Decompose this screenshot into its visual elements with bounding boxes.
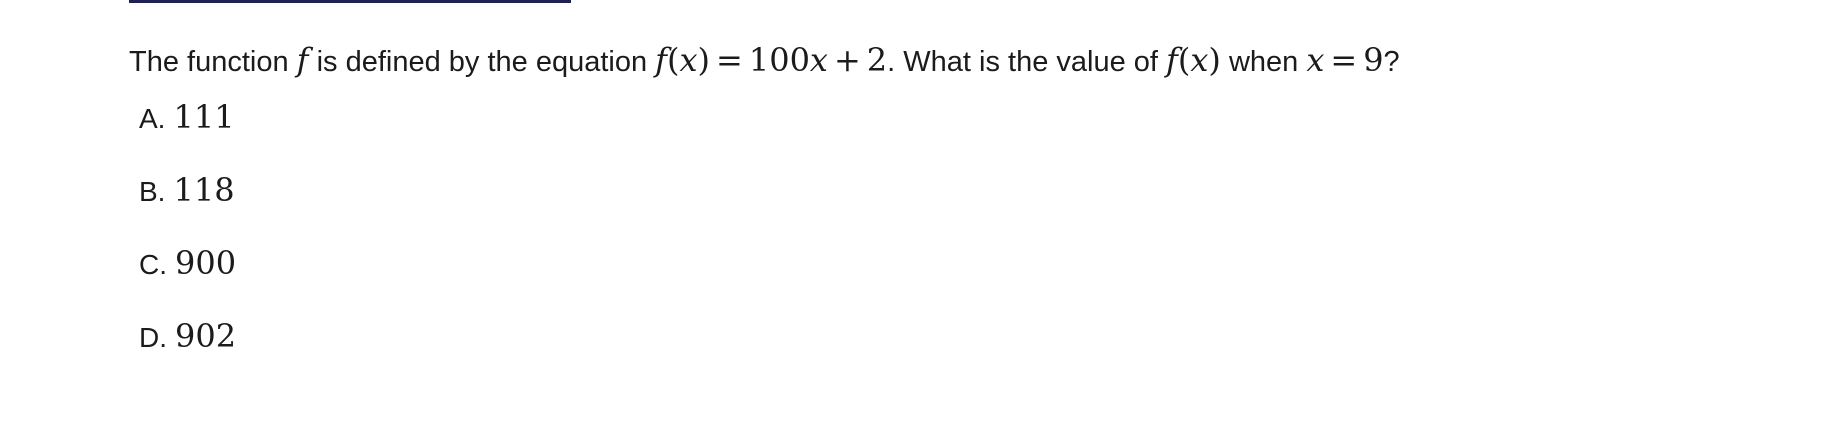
- question-ask: What is the value of: [903, 46, 1158, 78]
- question-mark: ?: [1383, 46, 1400, 78]
- ask-expression: f(x): [1166, 41, 1221, 79]
- answer-choices: [139, 98, 236, 390]
- choice-value: 902: [175, 317, 237, 355]
- choice-b[interactable]: [139, 171, 236, 244]
- equation-period: .: [887, 46, 896, 78]
- choice-d[interactable]: [139, 317, 236, 390]
- top-rule: [129, 0, 571, 3]
- choice-letter: B.: [139, 176, 166, 207]
- question-mid: is defined by the equation: [316, 46, 648, 78]
- question-when: when: [1228, 46, 1299, 78]
- choice-letter: C.: [139, 249, 167, 280]
- function-symbol: f: [296, 41, 309, 79]
- question-stem: [129, 36, 1400, 86]
- choice-value: 111: [173, 98, 235, 136]
- choice-value: 900: [175, 244, 237, 282]
- choice-letter: D.: [139, 322, 167, 353]
- choice-a[interactable]: [139, 98, 236, 171]
- choice-c[interactable]: [139, 244, 236, 317]
- condition: x = 9: [1306, 41, 1384, 79]
- question-intro: The function: [129, 46, 289, 78]
- choice-value: 118: [173, 171, 235, 209]
- choice-letter: A.: [139, 103, 166, 134]
- equation: f(x) = 100x + 2: [655, 41, 888, 79]
